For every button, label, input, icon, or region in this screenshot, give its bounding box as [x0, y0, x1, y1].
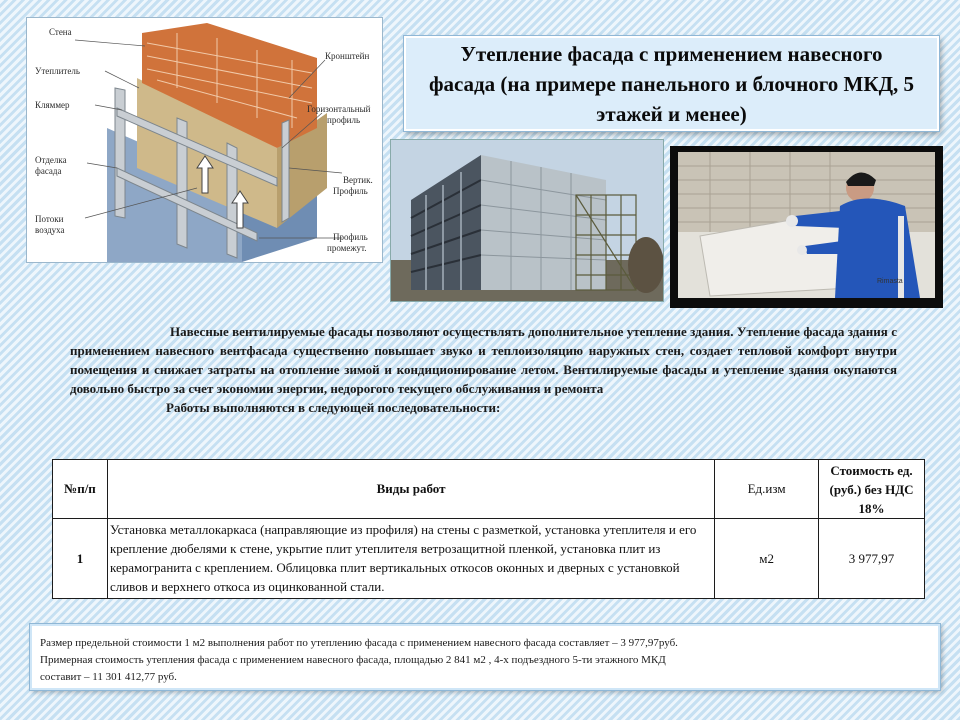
label-mid-profile-2: промежут.	[327, 243, 367, 253]
row-cost: 3 977,97	[819, 519, 925, 599]
title-box	[404, 36, 939, 131]
label-facade-finish-1: Отделка	[35, 155, 67, 165]
summary-line-3: составит – 11 301 412,77 руб.	[40, 671, 177, 683]
table-row	[53, 519, 925, 599]
label-wall: Стена	[49, 27, 72, 37]
label-v-profile-2: Профиль	[333, 186, 368, 196]
intro-paragraph: Навесные вентилируемые фасады позволяют осуществлять дополнительное утепление здания. Утепление фасада здания с применением навесного вентфасада существенно повышает звуко и теплоизоляцию наружных стен, создает тепловой комфорт внутри помещения и снижает затраты на отопление зимой и кондиционирование летом. Вентилируемые фасады и утепление здания окупаются довольно быстро за счет экономии энергии, недорогого текущего обслуживания и ремонта	[70, 324, 897, 396]
header-num: №п/п	[53, 460, 108, 519]
row-num: 1	[53, 519, 108, 599]
slide-title: Утепление фасада с применением навесного фасада (на примере панельного и блочного МКД, 5 этажей и менее)	[428, 41, 915, 126]
works-table	[52, 459, 925, 599]
label-clamp: Кляммер	[35, 100, 70, 110]
label-insulation: Утеплитель	[35, 66, 80, 76]
label-facade-finish-2: фасада	[35, 166, 62, 176]
photo-caption: Rimasta	[877, 278, 903, 285]
building-photo	[390, 139, 664, 302]
label-airflow-1: Потоки	[35, 214, 64, 224]
header-cost: Стоимость ед. (руб.) без НДС 18%	[819, 460, 925, 519]
label-h-profile-2: профиль	[327, 115, 361, 125]
sequence-heading: Работы выполняются в следующей последовательности:	[166, 400, 501, 415]
facade-diagram	[26, 17, 383, 263]
worker-photo	[670, 146, 943, 308]
header-work: Виды работ	[107, 460, 714, 519]
label-h-profile-1: Горизонтальный	[307, 104, 371, 114]
row-unit: м2	[715, 519, 819, 599]
cost-summary-box	[30, 624, 940, 690]
label-bracket: Кронштейн	[325, 51, 370, 61]
label-mid-profile-1: Профиль	[333, 232, 368, 242]
summary-line-2: Примерная стоимость утепления фасада с применением навесного фасада, площадью 2 841 м2 , 4-х подъездного 5-ти этажного МКД	[40, 654, 666, 666]
row-work: Установка металлокаркаса (направляющие из профиля) на стены с разметкой, установка утеплителя и его крепление дюбелями к стене, укрытие плит утеплителя ветрозащитной пленкой, установка плит из керамогранита с креплением. Облицовка плит вертикальных откосов оконных и дверных с установкой сливов и верхнего откоса из оцинкованной стали.	[107, 519, 714, 599]
label-v-profile-1: Вертик.	[343, 175, 373, 185]
summary-line-1: Размер предельной стоимости 1 м2 выполнения работ по утеплению фасада с применением навесного фасада составляет – 3 977,97руб.	[40, 637, 678, 649]
building-photo-illustration	[391, 140, 663, 301]
table-header-row	[53, 460, 925, 519]
label-airflow-2: воздуха	[35, 225, 65, 235]
header-unit: Ед.изм	[715, 460, 819, 519]
intro-text	[70, 322, 897, 417]
